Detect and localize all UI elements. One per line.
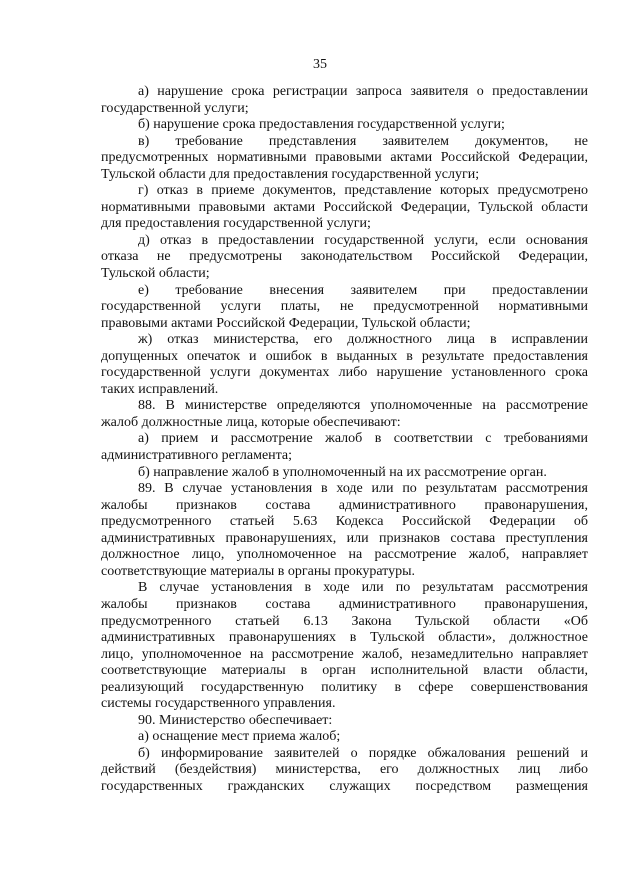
text-line: д) отказ в предоставлении государственной услуги, если основания: [138, 232, 588, 248]
text-line: соответствующие материалы в органы прокуратуры.: [101, 563, 416, 579]
text-line: административных правонарушениях в Тульской области», должностное: [101, 630, 588, 646]
text-line: реализующий государственную политику в сфере совершенствования: [101, 679, 588, 695]
document-body: [101, 84, 588, 796]
text-line: а) оснащение мест приема жалоб;: [138, 729, 341, 745]
text-line: жалобы признаков состава административного правонарушения,: [101, 596, 588, 612]
text-line: 90. Министерство обеспечивает:: [138, 712, 333, 728]
text-line: административных правонарушениях, или признаков состава преступления: [101, 530, 588, 546]
text-line: г) отказ в приеме документов, представление которых предусмотрено: [138, 183, 588, 199]
text-line: б) нарушение срока предоставления государственной услуги;: [138, 117, 505, 133]
text-line: 89. В случае установления в ходе или по результатам рассмотрения: [138, 481, 588, 497]
text-line: Тульской области;: [101, 266, 210, 282]
text-line: предусмотренного статьей 5.63 Кодекса Российской Федерации об: [101, 514, 588, 530]
text-line: а) нарушение срока регистрации запроса заявителя о предоставлении: [138, 84, 588, 99]
text-line: действий (бездействия) министерства, его должностных лиц либо: [101, 762, 588, 778]
text-line: жалоб должностные лица, которые обеспечивают:: [101, 414, 401, 430]
text-line: соответствующие материалы в орган исполнительной власти области,: [101, 663, 588, 679]
text-line: административного регламента;: [101, 448, 293, 464]
text-line: таких исправлений.: [101, 381, 219, 397]
text-line: должностное лицо, уполномоченное на рассмотрение жалоб, направляет: [101, 547, 588, 563]
text-line: государственной услуги;: [101, 100, 249, 116]
text-line: 88. В министерстве определяются уполномоченные на рассмотрение: [138, 398, 588, 414]
text-line: системы государственного управления.: [101, 696, 336, 712]
text-line: В случае установления в ходе или по результатам рассмотрения: [138, 580, 588, 596]
page-number: 35: [313, 57, 327, 72]
text-line: е) требование внесения заявителем при предоставлении: [138, 282, 588, 298]
text-line: государственной услуги документах либо нарушение установленного срока: [101, 365, 588, 381]
text-line: а) прием и рассмотрение жалоб в соответствии с требованиями: [138, 431, 588, 447]
text-line: правовыми актами Российской Федерации, Тульской области;: [101, 315, 471, 331]
text-line: отказа не предусмотрены законодательством Российской Федерации,: [101, 249, 588, 265]
text-line: б) направление жалоб в уполномоченный на их рассмотрение орган.: [138, 464, 547, 480]
text-line: б) информирование заявителей о порядке обжалования решений и: [138, 745, 588, 761]
text-line: предусмотренных нормативными правовыми актами Российской Федерации,: [101, 150, 588, 166]
text-line: государственной услуги платы, не предусмотренной нормативными: [101, 299, 588, 315]
text-line: ж) отказ министерства, его должностного лица в исправлении: [138, 332, 588, 348]
text-line: для предоставления государственной услуги;: [101, 216, 371, 232]
text-line: допущенных опечаток и ошибок в выданных в результате предоставления: [101, 348, 588, 364]
text-line: предусмотренного статьей 6.13 Закона Тульской области «Об: [101, 613, 588, 629]
text-line: государственных гражданских служащих посредством размещения: [101, 778, 588, 794]
text-line: Тульской области для предоставления государственной услуги;: [101, 166, 480, 182]
text-line: в) требование представления заявителем документов, не: [138, 133, 588, 149]
text-line: нормативными правовыми актами Российской Федерации, Тульской области: [101, 199, 588, 215]
text-line: жалобы признаков состава административного правонарушения,: [101, 497, 588, 513]
text-line: лицо, уполномоченное на рассмотрение жалоб, незамедлительно направляет: [101, 646, 588, 662]
